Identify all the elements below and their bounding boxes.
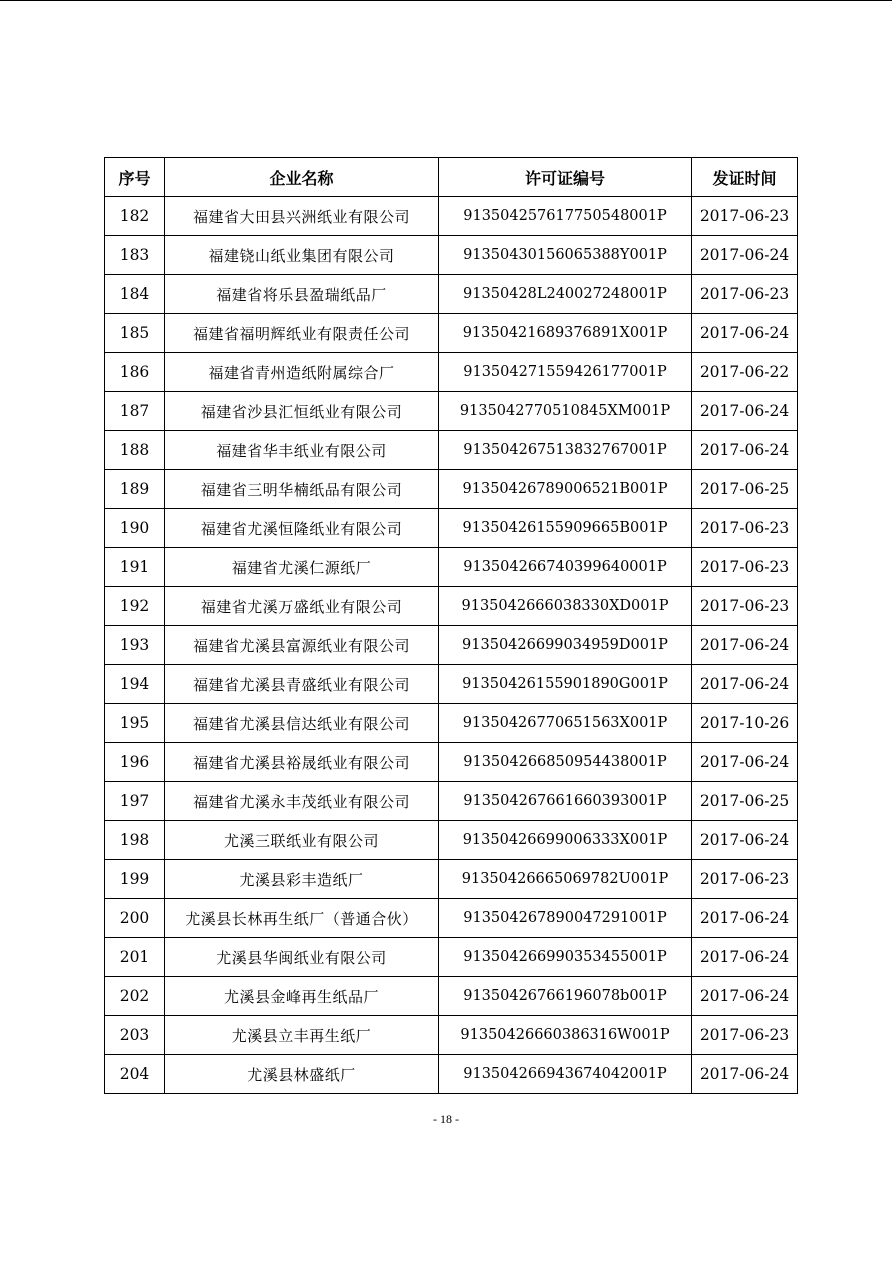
table-row <box>105 626 798 665</box>
issue-date-cell: 2017-10-26 <box>692 704 798 743</box>
seq-cell: 188 <box>105 431 165 470</box>
issue-date-cell: 2017-06-25 <box>692 782 798 821</box>
top-border-line <box>0 0 892 1</box>
license-number-cell: 913504266990353455001P <box>439 938 692 977</box>
table-row <box>105 548 798 587</box>
table-row <box>105 899 798 938</box>
issue-date-cell: 2017-06-23 <box>692 548 798 587</box>
table-row <box>105 275 798 314</box>
company-name-cell: 福建省尤溪县信达纸业有限公司 <box>165 704 439 743</box>
seq-cell: 199 <box>105 860 165 899</box>
issue-date-cell: 2017-06-23 <box>692 860 798 899</box>
table-row <box>105 782 798 821</box>
table-row <box>105 197 798 236</box>
issue-date-cell: 2017-06-23 <box>692 197 798 236</box>
issue-date-cell: 2017-06-25 <box>692 470 798 509</box>
seq-cell: 192 <box>105 587 165 626</box>
company-name-cell: 福建省沙县汇恒纸业有限公司 <box>165 392 439 431</box>
issue-date-cell: 2017-06-24 <box>692 743 798 782</box>
issue-date-cell: 2017-06-24 <box>692 626 798 665</box>
company-name-cell: 福建省三明华楠纸品有限公司 <box>165 470 439 509</box>
license-number-cell: 913504257617750548001P <box>439 197 692 236</box>
seq-cell: 204 <box>105 1055 165 1094</box>
issue-date-cell: 2017-06-24 <box>692 431 798 470</box>
company-name-cell: 福建省大田县兴洲纸业有限公司 <box>165 197 439 236</box>
issue-date-cell: 2017-06-24 <box>692 236 798 275</box>
company-name-cell: 福建省尤溪县裕晟纸业有限公司 <box>165 743 439 782</box>
issue-date-cell: 2017-06-24 <box>692 899 798 938</box>
license-number-cell: 913504266943674042001P <box>439 1055 692 1094</box>
company-name-cell: 福建省尤溪县青盛纸业有限公司 <box>165 665 439 704</box>
license-number-cell: 91350430156065388Y001P <box>439 236 692 275</box>
seq-cell: 186 <box>105 353 165 392</box>
seq-cell: 187 <box>105 392 165 431</box>
table-row <box>105 353 798 392</box>
issue-date-cell: 2017-06-24 <box>692 977 798 1016</box>
company-name-cell: 福建省青州造纸附属综合厂 <box>165 353 439 392</box>
page-number: - 18 - <box>433 1112 459 1126</box>
issue-date-cell: 2017-06-24 <box>692 392 798 431</box>
license-number-cell: 91350426155909665B001P <box>439 509 692 548</box>
seq-cell: 201 <box>105 938 165 977</box>
table-row <box>105 704 798 743</box>
table-row <box>105 392 798 431</box>
issue-date-cell: 2017-06-24 <box>692 314 798 353</box>
table-row <box>105 743 798 782</box>
seq-cell: 184 <box>105 275 165 314</box>
license-number-cell: 913504267661660393001P <box>439 782 692 821</box>
company-name-cell: 福建省尤溪仁源纸厂 <box>165 548 439 587</box>
table-row <box>105 587 798 626</box>
seq-cell: 189 <box>105 470 165 509</box>
seq-cell: 182 <box>105 197 165 236</box>
license-number-cell: 91350426699034959D001P <box>439 626 692 665</box>
issue-date-cell: 2017-06-24 <box>692 821 798 860</box>
table-row <box>105 236 798 275</box>
license-number-cell: 91350428L240027248001P <box>439 275 692 314</box>
table-row <box>105 509 798 548</box>
table-row <box>105 860 798 899</box>
company-name-cell: 福建铙山纸业集团有限公司 <box>165 236 439 275</box>
header-license: 许可证编号 <box>439 158 692 197</box>
license-number-cell: 91350426699006333X001P <box>439 821 692 860</box>
company-name-cell: 尤溪县林盛纸厂 <box>165 1055 439 1094</box>
seq-cell: 185 <box>105 314 165 353</box>
company-name-cell: 福建省尤溪万盛纸业有限公司 <box>165 587 439 626</box>
issue-date-cell: 2017-06-23 <box>692 587 798 626</box>
license-number-cell: 91350426766196078b001P <box>439 977 692 1016</box>
table-row <box>105 314 798 353</box>
table-row <box>105 821 798 860</box>
seq-cell: 190 <box>105 509 165 548</box>
seq-cell: 195 <box>105 704 165 743</box>
license-number-cell: 9135042666038330XD001P <box>439 587 692 626</box>
license-number-cell: 91350426155901890G001P <box>439 665 692 704</box>
issue-date-cell: 2017-06-24 <box>692 938 798 977</box>
issue-date-cell: 2017-06-23 <box>692 509 798 548</box>
license-number-cell: 91350421689376891X001P <box>439 314 692 353</box>
company-name-cell: 福建省尤溪恒隆纸业有限公司 <box>165 509 439 548</box>
license-number-cell: 91350426770651563X001P <box>439 704 692 743</box>
company-name-cell: 尤溪三联纸业有限公司 <box>165 821 439 860</box>
issue-date-cell: 2017-06-24 <box>692 665 798 704</box>
issue-date-cell: 2017-06-22 <box>692 353 798 392</box>
seq-cell: 194 <box>105 665 165 704</box>
license-number-cell: 9135042770510845XM001P <box>439 392 692 431</box>
company-name-cell: 尤溪县长林再生纸厂（普通合伙） <box>165 899 439 938</box>
table-row <box>105 938 798 977</box>
license-number-cell: 91350426660386316W001P <box>439 1016 692 1055</box>
header-date: 发证时间 <box>692 158 798 197</box>
company-name-cell: 尤溪县立丰再生纸厂 <box>165 1016 439 1055</box>
company-name-cell: 福建省尤溪永丰茂纸业有限公司 <box>165 782 439 821</box>
company-name-cell: 福建省将乐县盈瑞纸品厂 <box>165 275 439 314</box>
table-row <box>105 665 798 704</box>
company-name-cell: 福建省华丰纸业有限公司 <box>165 431 439 470</box>
seq-cell: 191 <box>105 548 165 587</box>
company-name-cell: 尤溪县彩丰造纸厂 <box>165 860 439 899</box>
company-name-cell: 福建省福明辉纸业有限责任公司 <box>165 314 439 353</box>
table-row <box>105 977 798 1016</box>
table-row <box>105 431 798 470</box>
license-number-cell: 913504271559426177001P <box>439 353 692 392</box>
table-row <box>105 470 798 509</box>
license-number-cell: 913504266850954438001P <box>439 743 692 782</box>
seq-cell: 196 <box>105 743 165 782</box>
table-row <box>105 1016 798 1055</box>
seq-cell: 200 <box>105 899 165 938</box>
license-number-cell: 913504267890047291001P <box>439 899 692 938</box>
seq-cell: 193 <box>105 626 165 665</box>
seq-cell: 198 <box>105 821 165 860</box>
license-number-cell: 913504266740399640001P <box>439 548 692 587</box>
header-name: 企业名称 <box>165 158 439 197</box>
seq-cell: 203 <box>105 1016 165 1055</box>
company-name-cell: 尤溪县华闽纸业有限公司 <box>165 938 439 977</box>
issue-date-cell: 2017-06-24 <box>692 1055 798 1094</box>
seq-cell: 183 <box>105 236 165 275</box>
seq-cell: 197 <box>105 782 165 821</box>
issue-date-cell: 2017-06-23 <box>692 275 798 314</box>
permit-table <box>104 157 798 1094</box>
issue-date-cell: 2017-06-23 <box>692 1016 798 1055</box>
license-number-cell: 913504267513832767001P <box>439 431 692 470</box>
seq-cell: 202 <box>105 977 165 1016</box>
company-name-cell: 尤溪县金峰再生纸品厂 <box>165 977 439 1016</box>
table-row <box>105 1055 798 1094</box>
license-number-cell: 91350426789006521B001P <box>439 470 692 509</box>
table-header-row <box>105 158 798 197</box>
license-number-cell: 91350426665069782U001P <box>439 860 692 899</box>
company-name-cell: 福建省尤溪县富源纸业有限公司 <box>165 626 439 665</box>
header-seq: 序号 <box>105 158 165 197</box>
